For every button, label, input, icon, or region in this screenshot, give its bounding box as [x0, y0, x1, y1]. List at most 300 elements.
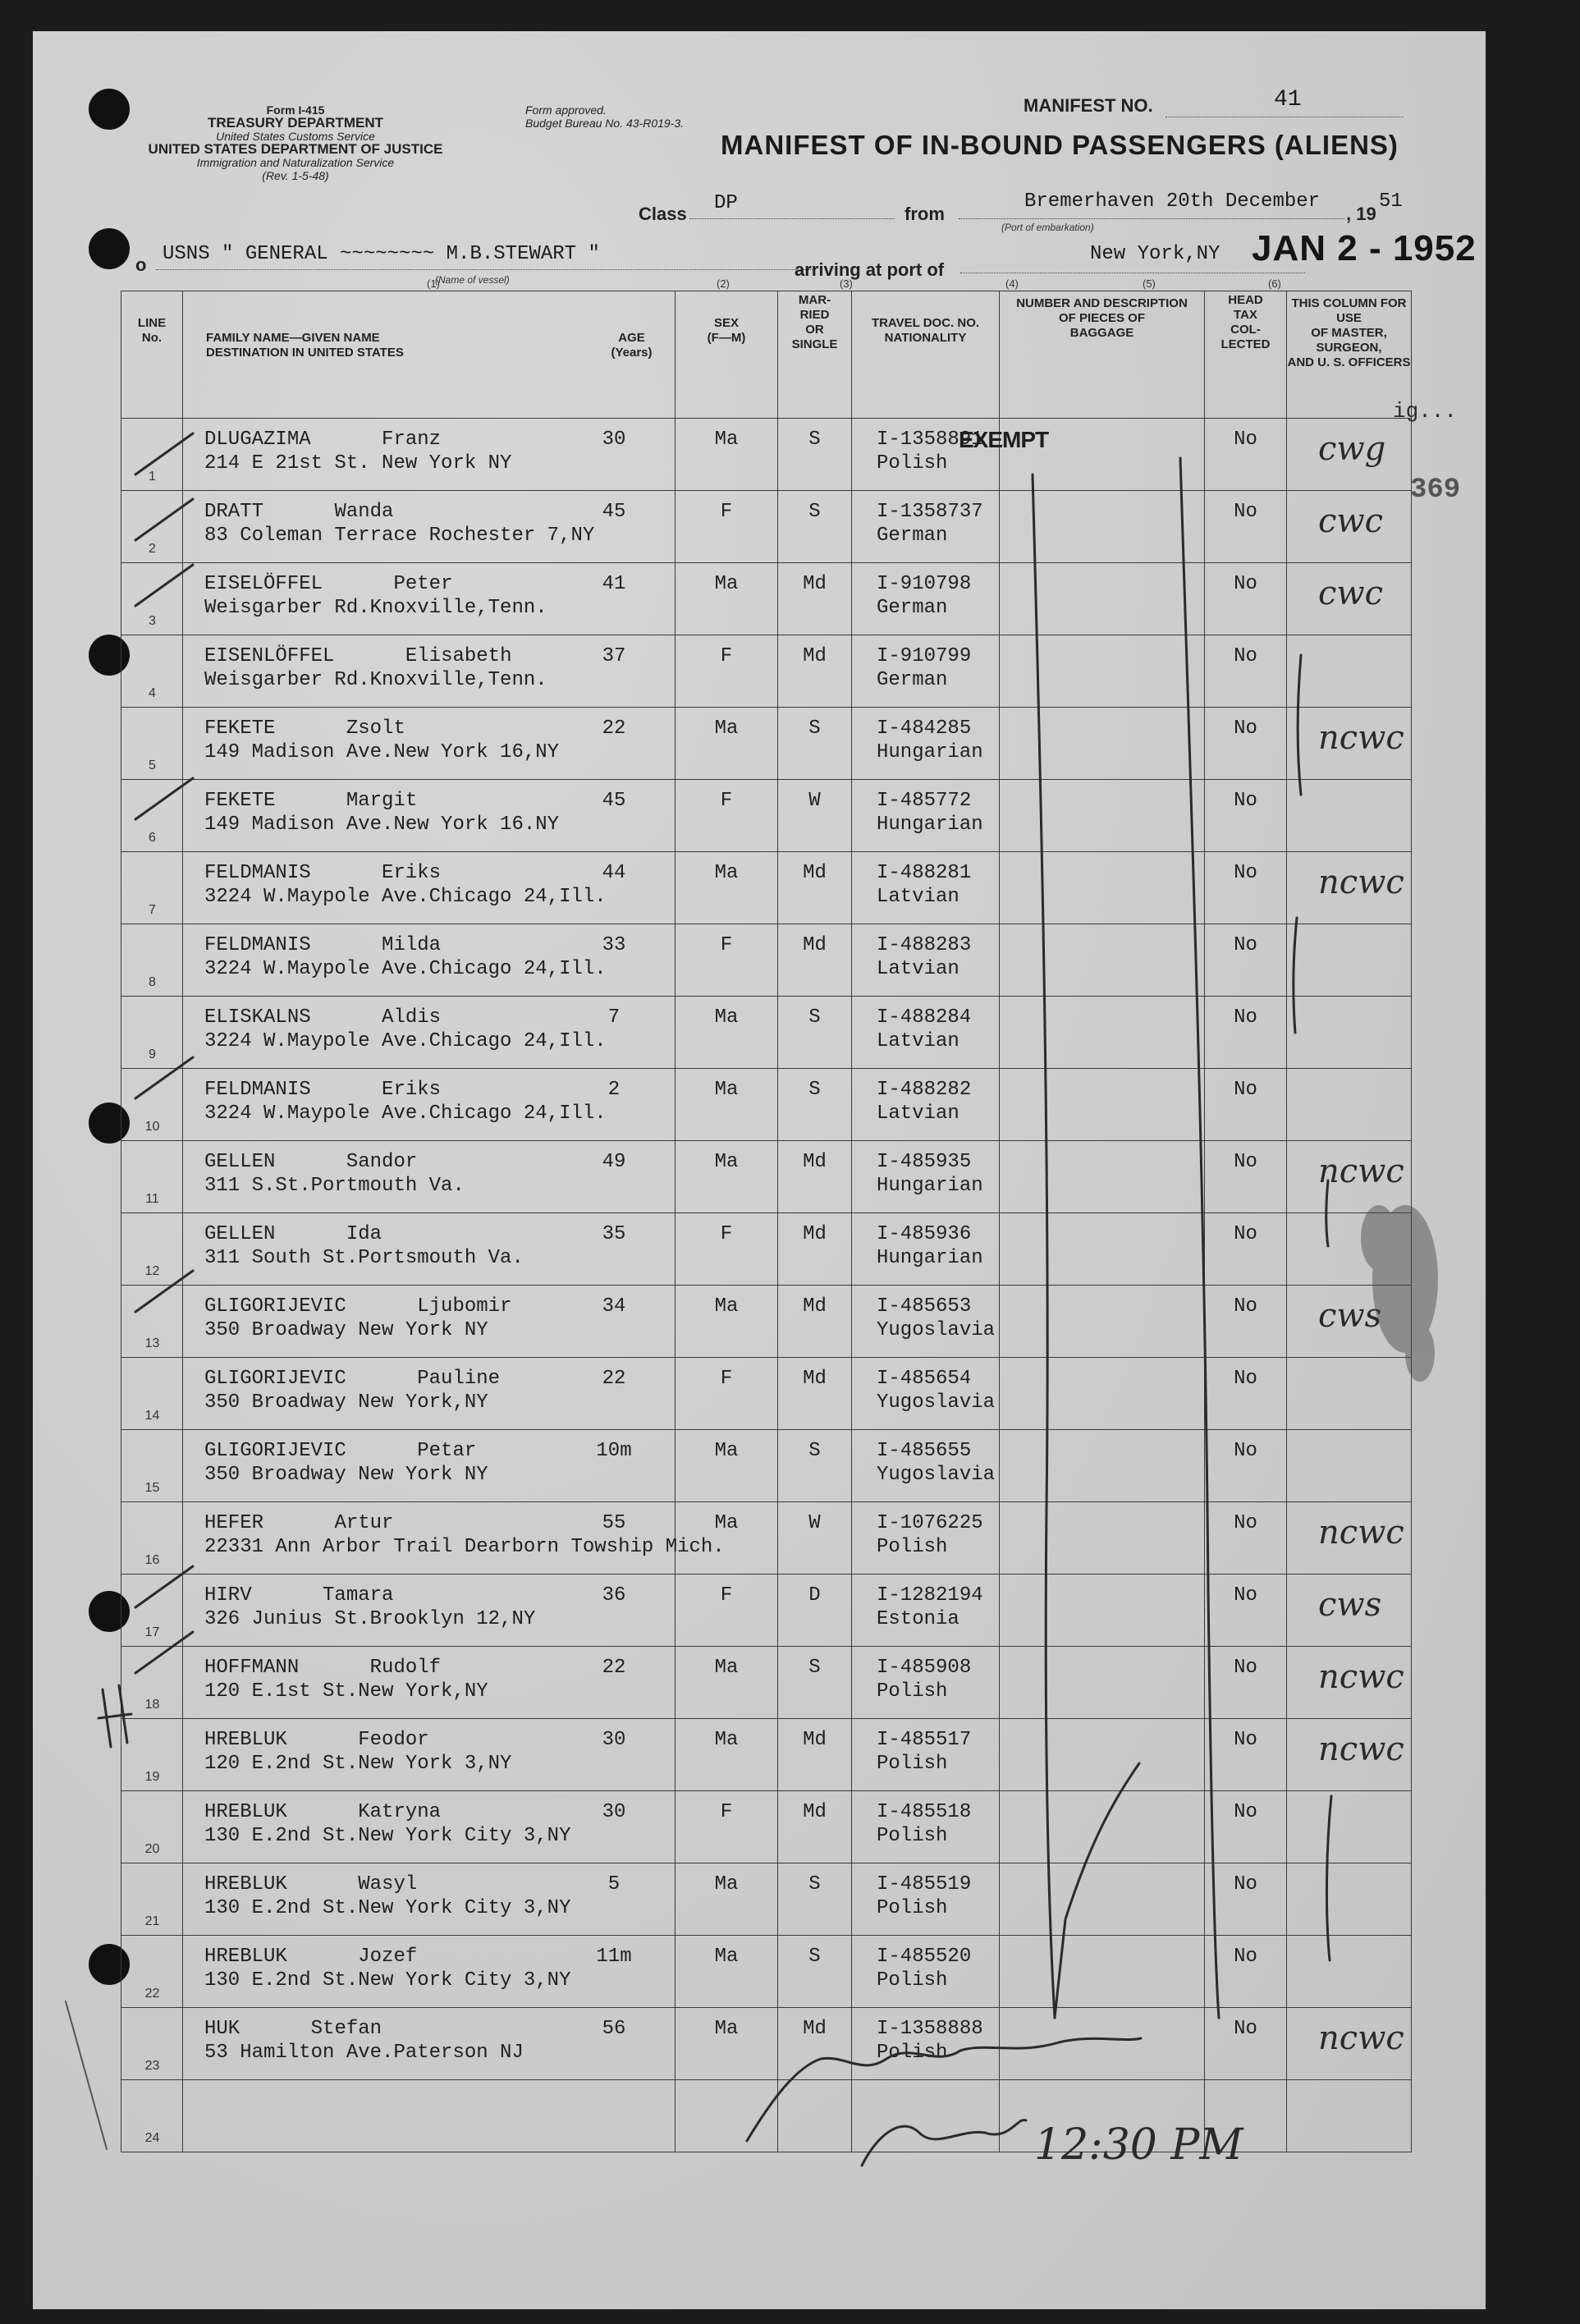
- name-cell: [183, 1647, 676, 1719]
- nationality: Hungarian: [877, 1175, 983, 1197]
- family-name: HREBLUK: [204, 1946, 287, 1968]
- marital-cell: [778, 1647, 852, 1719]
- passenger-age: 34: [602, 1295, 626, 1318]
- head-tax: No: [1234, 790, 1257, 812]
- marital-status: Md: [803, 645, 827, 667]
- name-cell: [183, 2008, 676, 2080]
- name-cell: [183, 563, 676, 635]
- officers-cell: [1287, 1430, 1412, 1502]
- line-number: 5: [149, 759, 156, 772]
- table-row: [121, 852, 1412, 924]
- travel-doc-no: I-1358888: [877, 2018, 983, 2040]
- passenger-name: [204, 1151, 417, 1173]
- marital-cell: [778, 1286, 852, 1358]
- travel-doc-cell: [852, 852, 1000, 924]
- given-name: Aldis: [382, 1006, 442, 1029]
- marital-cell: [778, 419, 852, 491]
- form-revision: (Rev. 1-5-48): [262, 169, 329, 182]
- officers-cell: [1287, 635, 1412, 708]
- sex-cell: [676, 1936, 778, 2008]
- destination: 350 Broadway New York,NY: [204, 1391, 488, 1414]
- table-row: [121, 780, 1412, 852]
- passenger-sex: Ma: [714, 717, 739, 740]
- passenger-sex: Ma: [714, 1873, 739, 1895]
- passenger-name: [204, 501, 393, 523]
- table-row: [121, 491, 1412, 563]
- class-value: DP: [714, 192, 738, 214]
- officer-note: ncwc: [1318, 1658, 1404, 1696]
- header-officers: THIS COLUMN FOR USE OF MASTER, SURGEON, AND U. S. OFFICERS: [1287, 291, 1412, 419]
- marital-cell: [778, 2080, 852, 2152]
- margin-number-369: 369: [1410, 474, 1461, 506]
- head-tax-cell: [1205, 708, 1287, 780]
- marital-cell: [778, 1213, 852, 1286]
- nationality: German: [877, 669, 948, 691]
- head-tax-cell: [1205, 1719, 1287, 1791]
- travel-doc-no: I-488281: [877, 862, 972, 884]
- family-name: GELLEN: [204, 1223, 276, 1245]
- travel-doc-no: I-488282: [877, 1079, 972, 1101]
- baggage-cell: [1000, 2008, 1205, 2080]
- marital-cell: [778, 780, 852, 852]
- justice-dept: UNITED STATES DEPARTMENT OF JUSTICE: [148, 141, 443, 157]
- officers-cell: [1287, 852, 1412, 924]
- margin-note-row1: ig...: [1393, 399, 1458, 424]
- head-tax: No: [1234, 1801, 1257, 1823]
- marital-cell: [778, 1502, 852, 1575]
- table-row: [121, 1791, 1412, 1863]
- name-cell: [183, 780, 676, 852]
- table-row: [121, 2008, 1412, 2080]
- head-tax-cell: [1205, 1936, 1287, 2008]
- form-number: Form I-415: [266, 103, 325, 117]
- passenger-age: 44: [602, 862, 626, 884]
- nationality: Polish: [877, 1536, 948, 1558]
- passenger-name: [204, 1729, 429, 1751]
- line-number: 22: [144, 1987, 160, 2001]
- head-tax-cell: [1205, 1141, 1287, 1213]
- travel-doc-cell: [852, 1286, 1000, 1358]
- travel-doc-cell: [852, 924, 1000, 997]
- name-cell: [183, 1141, 676, 1213]
- line-no-cell: [121, 2008, 183, 2080]
- line-number: 8: [149, 975, 156, 989]
- form-approval-block: [525, 103, 739, 130]
- table-row: [121, 1358, 1412, 1430]
- passenger-age: 45: [602, 501, 626, 523]
- sex-cell: [676, 997, 778, 1069]
- name-cell: [183, 635, 676, 708]
- passenger-name: [204, 1946, 417, 1968]
- nationality: Latvian: [877, 1102, 959, 1125]
- officers-cell: [1287, 1863, 1412, 1936]
- passenger-name: [204, 790, 417, 812]
- line-number: 11: [145, 1192, 159, 1206]
- passenger-age: 55: [602, 1512, 626, 1534]
- form-agency-block: [115, 103, 476, 182]
- line-no-cell: [121, 491, 183, 563]
- travel-doc-cell: [852, 1863, 1000, 1936]
- line-no-cell: [121, 1286, 183, 1358]
- nationality: Estonia: [877, 1608, 959, 1630]
- sex-cell: [676, 1141, 778, 1213]
- table-row: [121, 1936, 1412, 2008]
- passenger-sex: F: [720, 934, 733, 956]
- baggage-cell: [1000, 852, 1205, 924]
- family-name: GELLEN: [204, 1151, 276, 1173]
- line-no-cell: [121, 924, 183, 997]
- head-tax-cell: [1205, 1863, 1287, 1936]
- travel-doc-no: I-488283: [877, 934, 972, 956]
- officers-cell: [1287, 563, 1412, 635]
- marital-cell: [778, 1358, 852, 1430]
- line-number: 13: [144, 1336, 160, 1350]
- given-name: Sandor: [346, 1151, 418, 1173]
- marital-status: S: [808, 1946, 821, 1968]
- head-tax-cell: [1205, 924, 1287, 997]
- table-row: [121, 1863, 1412, 1936]
- treasury-dept: TREASURY DEPARTMENT: [207, 115, 384, 131]
- line-number: 14: [144, 1409, 160, 1423]
- passenger-name: [204, 717, 405, 740]
- baggage-cell: [1000, 1936, 1205, 2008]
- name-cell: [183, 997, 676, 1069]
- page-title: MANIFEST OF IN-BOUND PASSENGERS (ALIENS): [721, 130, 1399, 160]
- sex-cell: [676, 2080, 778, 2152]
- line-number: 2: [149, 542, 156, 556]
- officers-cell: [1287, 1069, 1412, 1141]
- baggage-cell: [1000, 1213, 1205, 1286]
- table-row: [121, 1069, 1412, 1141]
- given-name: Artur: [334, 1512, 394, 1534]
- marital-status: Md: [803, 1295, 827, 1318]
- passenger-sex: Ma: [714, 1295, 739, 1318]
- table-row: [121, 1647, 1412, 1719]
- travel-doc-cell: [852, 1141, 1000, 1213]
- officer-note: cws: [1318, 1297, 1382, 1335]
- head-tax: No: [1234, 1006, 1257, 1029]
- marital-status: Md: [803, 573, 827, 595]
- travel-doc-cell: [852, 1791, 1000, 1863]
- passenger-sex: Ma: [714, 1946, 739, 1968]
- arriving-value: New York,NY: [1090, 243, 1220, 265]
- head-tax: No: [1234, 1440, 1257, 1462]
- marital-status: S: [808, 1657, 821, 1679]
- port-embarkation-note: (Port of embarkation): [1001, 222, 1094, 233]
- passenger-age: 49: [602, 1151, 626, 1173]
- travel-doc-no: I-485772: [877, 790, 972, 812]
- head-tax: No: [1234, 1368, 1257, 1390]
- baggage-cell: [1000, 1647, 1205, 1719]
- destination: 130 E.2nd St.New York City 3,NY: [204, 1825, 571, 1847]
- baggage-cell: [1000, 1286, 1205, 1358]
- head-tax: No: [1234, 645, 1257, 667]
- passenger-age: 33: [602, 934, 626, 956]
- destination: 350 Broadway New York NY: [204, 1464, 488, 1486]
- sex-cell: [676, 1791, 778, 1863]
- header-baggage: NUMBER AND DESCRIPTION OF PIECES OF BAGGAGE: [1000, 291, 1205, 419]
- given-name: Franz: [382, 429, 442, 451]
- budget-bureau: Budget Bureau No. 43-R019-3.: [525, 117, 685, 130]
- passenger-age: 45: [602, 790, 626, 812]
- head-tax: No: [1234, 862, 1257, 884]
- name-cell: [183, 852, 676, 924]
- passenger-sex: Ma: [714, 1440, 739, 1462]
- family-name: FEKETE: [204, 790, 276, 812]
- passenger-sex: F: [720, 645, 733, 667]
- marital-cell: [778, 1069, 852, 1141]
- destination: 130 E.2nd St.New York City 3,NY: [204, 1969, 571, 1992]
- form-approved: Form approved.: [525, 103, 607, 117]
- baggage-cell: [1000, 708, 1205, 780]
- name-cell: [183, 1863, 676, 1936]
- marital-cell: [778, 852, 852, 924]
- line-number: 4: [149, 686, 156, 700]
- family-name: FELDMANIS: [204, 862, 311, 884]
- family-name: GLIGORIJEVIC: [204, 1368, 346, 1390]
- baggage-cell: [1000, 997, 1205, 1069]
- name-cell: [183, 924, 676, 997]
- name-cell: [183, 1936, 676, 2008]
- head-tax: No: [1234, 934, 1257, 956]
- binder-hole-2: [89, 228, 130, 269]
- destination: 350 Broadway New York NY: [204, 1319, 488, 1341]
- passenger-age: 37: [602, 645, 626, 667]
- name-cell: [183, 1430, 676, 1502]
- name-cell: [183, 1213, 676, 1286]
- officers-cell: [1287, 1502, 1412, 1575]
- passenger-name: [204, 1295, 511, 1318]
- sex-cell: [676, 1358, 778, 1430]
- line-no-cell: [121, 1863, 183, 1936]
- baggage-cell: [1000, 1502, 1205, 1575]
- passenger-name: [204, 1440, 476, 1462]
- family-name: HOFFMANN: [204, 1657, 300, 1679]
- marital-cell: [778, 1791, 852, 1863]
- nationality: Polish: [877, 1680, 948, 1703]
- marital-status: S: [808, 429, 821, 451]
- travel-doc-no: I-1358737: [877, 501, 983, 523]
- officer-note: ncwc: [1318, 719, 1404, 757]
- table-header-row: [121, 291, 1412, 419]
- passenger-name: [204, 573, 452, 595]
- marital-cell: [778, 1863, 852, 1936]
- passenger-sex: F: [720, 1223, 733, 1245]
- head-tax: No: [1234, 1873, 1257, 1895]
- marital-status: S: [808, 1006, 821, 1029]
- destination: 326 Junius St.Brooklyn 12,NY: [204, 1608, 536, 1630]
- marital-status: Md: [803, 1223, 827, 1245]
- head-tax-cell: [1205, 1069, 1287, 1141]
- officers-cell: [1287, 1719, 1412, 1791]
- line-number: 16: [144, 1553, 160, 1567]
- passenger-name: [204, 1368, 500, 1390]
- line-no-cell: [121, 852, 183, 924]
- officers-cell: [1287, 491, 1412, 563]
- table-row: [121, 563, 1412, 635]
- passenger-age: 22: [602, 1657, 626, 1679]
- head-tax: No: [1234, 1295, 1257, 1318]
- line-no-cell: [121, 1430, 183, 1502]
- officer-note: ncwc: [1318, 1153, 1404, 1190]
- passenger-sex: Ma: [714, 1151, 739, 1173]
- line-no-cell: [121, 419, 183, 491]
- head-tax: No: [1234, 1584, 1257, 1607]
- marital-cell: [778, 1141, 852, 1213]
- line-number: 19: [144, 1770, 160, 1784]
- line-no-cell: [121, 1647, 183, 1719]
- nationality: Yugoslavia: [877, 1464, 996, 1486]
- officer-note: cwc: [1318, 575, 1384, 612]
- marital-status: Md: [803, 1801, 827, 1823]
- line-no-cell: [121, 780, 183, 852]
- passenger-name: [204, 934, 441, 956]
- marital-cell: [778, 1719, 852, 1791]
- head-tax: No: [1234, 1729, 1257, 1751]
- marital-status: Md: [803, 2018, 827, 2040]
- col-num-2: (2): [717, 277, 730, 290]
- family-name: FELDMANIS: [204, 1079, 311, 1101]
- travel-doc-cell: [852, 1936, 1000, 2008]
- passenger-age: 22: [602, 1368, 626, 1390]
- header-line-no: LINE No.: [121, 291, 183, 419]
- travel-doc-no: I-485519: [877, 1873, 972, 1895]
- given-name: Feodor: [358, 1729, 429, 1751]
- given-name: Rudolf: [369, 1657, 442, 1679]
- nationality: German: [877, 525, 948, 547]
- marital-status: Md: [803, 1368, 827, 1390]
- sex-cell: [676, 1719, 778, 1791]
- family-name: DRATT: [204, 501, 264, 523]
- head-tax-cell: [1205, 635, 1287, 708]
- passenger-name: [204, 1512, 393, 1534]
- family-name: ELISKALNS: [204, 1006, 311, 1029]
- head-tax: No: [1234, 717, 1257, 740]
- header-age-text: AGE (Years): [611, 331, 653, 360]
- line-number: 9: [149, 1047, 156, 1061]
- nationality: Polish: [877, 1969, 948, 1992]
- travel-doc-cell: [852, 1213, 1000, 1286]
- head-tax-cell: [1205, 1358, 1287, 1430]
- nationality: Hungarian: [877, 1247, 983, 1269]
- passenger-name: [204, 645, 511, 667]
- name-cell: [183, 1069, 676, 1141]
- col-num-5: (5): [1143, 277, 1156, 290]
- travel-doc-cell: [852, 1430, 1000, 1502]
- travel-doc-no: I-485908: [877, 1657, 972, 1679]
- head-tax-cell: [1205, 1502, 1287, 1575]
- passenger-age: 30: [602, 1801, 626, 1823]
- officers-cell: [1287, 1141, 1412, 1213]
- line-no-cell: [121, 1936, 183, 2008]
- table-row: [121, 1213, 1412, 1286]
- ins-service: Immigration and Naturalization Service: [196, 156, 395, 169]
- sex-cell: [676, 924, 778, 997]
- destination: Weisgarber Rd.Knoxville,Tenn.: [204, 597, 547, 619]
- nationality: Latvian: [877, 1030, 959, 1052]
- given-name: Katryna: [358, 1801, 442, 1823]
- sex-cell: [676, 1213, 778, 1286]
- travel-doc-no: I-484285: [877, 717, 972, 740]
- head-tax-cell: [1205, 2008, 1287, 2080]
- name-cell: [183, 419, 676, 491]
- passenger-name: [204, 2090, 275, 2112]
- nationality: Polish: [877, 1825, 948, 1847]
- travel-doc-cell: [852, 2008, 1000, 2080]
- given-name: Stefan: [310, 2018, 382, 2040]
- passenger-age: 30: [602, 429, 626, 451]
- family-name: FELDMANIS: [204, 934, 311, 956]
- head-tax-cell: [1205, 780, 1287, 852]
- head-tax-cell: [1205, 1647, 1287, 1719]
- family-name: FEKETE: [204, 717, 276, 740]
- passenger-age: 36: [602, 1584, 626, 1607]
- officers-cell: [1287, 1213, 1412, 1286]
- officers-cell: [1287, 1791, 1412, 1863]
- table-row: [121, 997, 1412, 1069]
- line-number: 7: [149, 903, 156, 917]
- marital-cell: [778, 635, 852, 708]
- passenger-name: [204, 1079, 441, 1101]
- passenger-sex: F: [720, 790, 733, 812]
- sex-cell: [676, 1502, 778, 1575]
- baggage-cell: [1000, 1430, 1205, 1502]
- passenger-sex: Ma: [714, 573, 739, 595]
- baggage-cell: [1000, 1141, 1205, 1213]
- sex-cell: [676, 563, 778, 635]
- table-row: [121, 1286, 1412, 1358]
- officers-cell: [1287, 997, 1412, 1069]
- header-travel-doc: TRAVEL DOC. NO. NATIONALITY: [852, 291, 1000, 419]
- marital-status: Md: [803, 934, 827, 956]
- passenger-name: [204, 429, 441, 451]
- sex-cell: [676, 780, 778, 852]
- given-name: Eriks: [382, 1079, 442, 1101]
- officer-note: cwc: [1318, 502, 1384, 540]
- passenger-name: [204, 862, 441, 884]
- arrival-date-stamp: JAN 2 - 1952: [1252, 228, 1477, 268]
- table-row: [121, 924, 1412, 997]
- travel-doc-no: I-1358891: [877, 429, 983, 451]
- head-tax: No: [1234, 1151, 1257, 1173]
- destination: 3224 W.Maypole Ave.Chicago 24,Ill.: [204, 1102, 607, 1125]
- passenger-name: [204, 1657, 441, 1679]
- travel-doc-no: I-485654: [877, 1368, 972, 1390]
- family-name: GLIGORIJEVIC: [204, 1440, 346, 1462]
- travel-doc-no: I-485517: [877, 1729, 972, 1751]
- officers-cell: [1287, 419, 1412, 491]
- header-name-text: FAMILY NAME—GIVEN NAME DESTINATION IN UNITED STATES: [206, 331, 404, 360]
- marital-cell: [778, 1430, 852, 1502]
- family-name: HREBLUK: [204, 1801, 287, 1823]
- passenger-age: 56: [602, 2018, 626, 2040]
- col-num-4: (4): [1005, 277, 1019, 290]
- col-num-3: (3): [840, 277, 853, 290]
- class-label: Class: [639, 204, 687, 224]
- marital-status: S: [808, 1079, 821, 1101]
- destination: 130 E.2nd St.New York City 3,NY: [204, 1897, 571, 1919]
- nationality: Yugoslavia: [877, 1319, 996, 1341]
- baggage-exempt-note: EXEMPT: [959, 427, 1049, 452]
- nationality: Polish: [877, 452, 948, 474]
- passenger-sex: Ma: [714, 1512, 739, 1534]
- officers-cell: [1287, 924, 1412, 997]
- passenger-sex: Ma: [714, 1079, 739, 1101]
- arriving-label: arriving at port of: [795, 259, 945, 280]
- baggage-cell: [1000, 1791, 1205, 1863]
- destination: 3224 W.Maypole Ave.Chicago 24,Ill.: [204, 886, 607, 908]
- passenger-age: 11m: [596, 1946, 632, 1968]
